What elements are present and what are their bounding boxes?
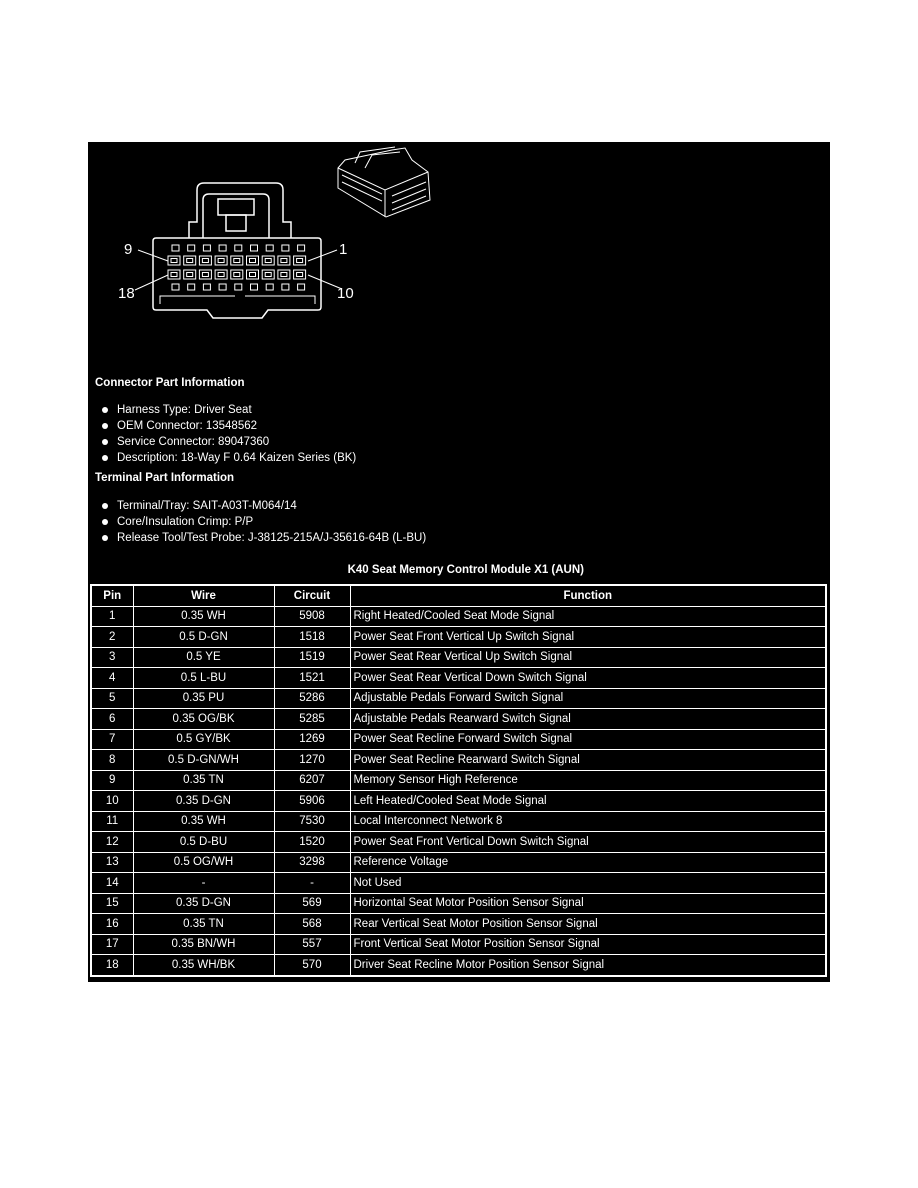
header-function: Function	[350, 585, 826, 606]
pin-cavity	[262, 270, 274, 279]
table-row	[91, 893, 826, 914]
header-circuit: Circuit	[274, 585, 350, 606]
table-row	[91, 606, 826, 627]
pin-cavity	[199, 270, 211, 279]
cell-wire: 0.35 WH	[133, 606, 274, 627]
cell-function: Local Interconnect Network 8	[350, 811, 826, 832]
cell-pin: 17	[91, 934, 133, 955]
header-wire: Wire	[133, 585, 274, 606]
cell-pin: 4	[91, 668, 133, 689]
pin-cavity	[215, 270, 227, 279]
pin-cavity-inner	[281, 259, 287, 263]
cell-pin: 13	[91, 852, 133, 873]
lock-slot	[266, 245, 273, 251]
pin-cavity-inner	[234, 273, 240, 277]
table-row	[91, 914, 826, 935]
cell-function: Horizontal Seat Motor Position Sensor Signal	[350, 893, 826, 914]
connector-panel	[88, 142, 830, 982]
cell-wire: 0.35 WH	[133, 811, 274, 832]
pin-cavity	[231, 270, 243, 279]
cell-function: Power Seat Rear Vertical Down Switch Signal	[350, 668, 826, 689]
table-row	[91, 934, 826, 955]
cell-circuit: 7530	[274, 811, 350, 832]
pin-label-9: 9	[124, 241, 133, 258]
pin-cavity	[294, 256, 306, 265]
lock-slot	[298, 245, 305, 251]
cell-circuit: 5286	[274, 688, 350, 709]
cell-circuit: 3298	[274, 852, 350, 873]
cell-function: Adjustable Pedals Forward Switch Signal	[350, 688, 826, 709]
pin-cavity	[168, 256, 180, 265]
lock-slot	[219, 245, 226, 251]
pin-cavity	[184, 270, 196, 279]
cell-wire: 0.35 BN/WH	[133, 934, 274, 955]
cell-pin: 18	[91, 955, 133, 976]
pin-cavity-inner	[234, 259, 240, 263]
lock-slot	[203, 245, 210, 251]
header-pin: Pin	[91, 585, 133, 606]
cell-function: Power Seat Front Vertical Up Switch Signal	[350, 627, 826, 648]
pin-cavity	[278, 256, 290, 265]
cell-circuit: 1518	[274, 627, 350, 648]
cell-wire: 0.5 YE	[133, 647, 274, 668]
terminal-info-list	[95, 498, 426, 546]
list-item: Description: 18-Way F 0.64 Kaizen Series (BK)	[95, 450, 356, 466]
terminal-info-heading: Terminal Part Information	[95, 472, 235, 484]
lock-slot	[172, 245, 179, 251]
pin-cavity	[199, 256, 211, 265]
cell-wire: 0.35 TN	[133, 914, 274, 935]
cell-circuit: 5906	[274, 791, 350, 812]
pin-cavity-inner	[187, 273, 193, 277]
pin-cavity-inner	[187, 259, 193, 263]
cell-pin: 11	[91, 811, 133, 832]
cell-function: Adjustable Pedals Rearward Switch Signal	[350, 709, 826, 730]
pin-cavity	[168, 270, 180, 279]
table-row	[91, 955, 826, 976]
lock-slot	[188, 284, 195, 290]
pin-cavity-inner	[250, 273, 256, 277]
cell-pin: 12	[91, 832, 133, 853]
cell-function: Rear Vertical Seat Motor Position Sensor Signal	[350, 914, 826, 935]
pin-cavity-inner	[171, 273, 177, 277]
cell-circuit: 1270	[274, 750, 350, 771]
cell-function: Power Seat Recline Rearward Switch Signal	[350, 750, 826, 771]
cell-function: Driver Seat Recline Motor Position Sensor Signal	[350, 955, 826, 976]
cell-pin: 9	[91, 770, 133, 791]
pin-cavity	[278, 270, 290, 279]
cell-wire: 0.5 D-BU	[133, 832, 274, 853]
cell-pin: 6	[91, 709, 133, 730]
cell-circuit: 6207	[274, 770, 350, 791]
table-row	[91, 668, 826, 689]
lock-slot	[282, 284, 289, 290]
cell-pin: 1	[91, 606, 133, 627]
pin-cavity-inner	[171, 259, 177, 263]
cell-pin: 14	[91, 873, 133, 894]
pin-label-10: 10	[337, 285, 354, 302]
cell-pin: 2	[91, 627, 133, 648]
lock-slot	[298, 284, 305, 290]
pin-cavity-inner	[265, 259, 271, 263]
table-header-row	[91, 585, 826, 606]
lock-slot	[172, 284, 179, 290]
cell-circuit: -	[274, 873, 350, 894]
pin-cavity-inner	[265, 273, 271, 277]
cell-pin: 5	[91, 688, 133, 709]
table-row	[91, 729, 826, 750]
cell-pin: 8	[91, 750, 133, 771]
cell-function: Power Seat Recline Forward Switch Signal	[350, 729, 826, 750]
cell-pin: 10	[91, 791, 133, 812]
table-row	[91, 770, 826, 791]
pinout-table	[90, 584, 827, 977]
table-row	[91, 647, 826, 668]
table-row	[91, 832, 826, 853]
connector-face-diagram	[88, 142, 830, 342]
cell-pin: 15	[91, 893, 133, 914]
pin-cavity	[294, 270, 306, 279]
connector-info-list	[95, 402, 356, 466]
pin-cavity-inner	[297, 259, 303, 263]
connector-body	[153, 238, 321, 318]
pin-cavity-inner	[202, 259, 208, 263]
cell-function: Front Vertical Seat Motor Position Sensor Signal	[350, 934, 826, 955]
table-title: K40 Seat Memory Control Module X1 (AUN)	[347, 564, 584, 576]
cell-wire: 0.35 TN	[133, 770, 274, 791]
lock-slot	[235, 284, 242, 290]
table-row	[91, 750, 826, 771]
cell-pin: 3	[91, 647, 133, 668]
cell-function: Memory Sensor High Reference	[350, 770, 826, 791]
cell-function: Power Seat Rear Vertical Up Switch Signal	[350, 647, 826, 668]
pin-cavity	[247, 270, 259, 279]
pin-cavity	[262, 256, 274, 265]
pin-cavity	[215, 256, 227, 265]
cell-pin: 16	[91, 914, 133, 935]
connector-info-heading: Connector Part Information	[95, 377, 245, 389]
pin-cavity-inner	[202, 273, 208, 277]
pin-cavity-inner	[218, 259, 224, 263]
lock-slot	[282, 245, 289, 251]
cell-pin: 7	[91, 729, 133, 750]
lock-slot	[251, 245, 258, 251]
cell-wire: 0.5 OG/WH	[133, 852, 274, 873]
cell-function: Right Heated/Cooled Seat Mode Signal	[350, 606, 826, 627]
list-item: OEM Connector: 13548562	[95, 418, 356, 434]
list-item: Core/Insulation Crimp: P/P	[95, 514, 426, 530]
list-item: Service Connector: 89047360	[95, 434, 356, 450]
pin-label-1: 1	[339, 241, 348, 258]
connector-latch	[189, 183, 291, 238]
cell-circuit: 5285	[274, 709, 350, 730]
cell-function: Reference Voltage	[350, 852, 826, 873]
cell-function: Power Seat Front Vertical Down Switch Signal	[350, 832, 826, 853]
pin-cavity-inner	[250, 259, 256, 263]
cell-wire: 0.35 PU	[133, 688, 274, 709]
cell-circuit: 1520	[274, 832, 350, 853]
table-row	[91, 791, 826, 812]
cell-wire: 0.5 D-GN/WH	[133, 750, 274, 771]
cell-wire: -	[133, 873, 274, 894]
list-item: Release Tool/Test Probe: J-38125-215A/J-35616-64B (L-BU)	[95, 530, 426, 546]
cell-circuit: 1521	[274, 668, 350, 689]
cell-circuit: 569	[274, 893, 350, 914]
list-item: Terminal/Tray: SAIT-A03T-M064/14	[95, 498, 426, 514]
pin-cavity-inner	[297, 273, 303, 277]
list-item: Harness Type: Driver Seat	[95, 402, 356, 418]
table-row	[91, 709, 826, 730]
cell-wire: 0.5 L-BU	[133, 668, 274, 689]
pin-cavity	[231, 256, 243, 265]
pin-cavity-inner	[281, 273, 287, 277]
lock-slot	[251, 284, 258, 290]
table-row	[91, 852, 826, 873]
cell-circuit: 557	[274, 934, 350, 955]
cell-wire: 0.35 OG/BK	[133, 709, 274, 730]
pin-cavity	[184, 256, 196, 265]
lock-slot	[188, 245, 195, 251]
table-row	[91, 688, 826, 709]
lock-slot	[219, 284, 226, 290]
cell-circuit: 570	[274, 955, 350, 976]
table-row	[91, 627, 826, 648]
cell-circuit: 568	[274, 914, 350, 935]
cell-wire: 0.35 D-GN	[133, 791, 274, 812]
pin-label-18: 18	[118, 285, 135, 302]
lock-slot	[266, 284, 273, 290]
pin-cavity	[247, 256, 259, 265]
cell-circuit: 1519	[274, 647, 350, 668]
connector-3d-view	[338, 147, 430, 217]
cell-wire: 0.5 GY/BK	[133, 729, 274, 750]
cell-circuit: 5908	[274, 606, 350, 627]
cell-function: Not Used	[350, 873, 826, 894]
lock-slot	[235, 245, 242, 251]
cell-function: Left Heated/Cooled Seat Mode Signal	[350, 791, 826, 812]
pin-cavity-inner	[218, 273, 224, 277]
table-row	[91, 811, 826, 832]
lock-slot	[203, 284, 210, 290]
cell-wire: 0.5 D-GN	[133, 627, 274, 648]
cell-circuit: 1269	[274, 729, 350, 750]
table-row	[91, 873, 826, 894]
cell-wire: 0.35 D-GN	[133, 893, 274, 914]
cell-wire: 0.35 WH/BK	[133, 955, 274, 976]
